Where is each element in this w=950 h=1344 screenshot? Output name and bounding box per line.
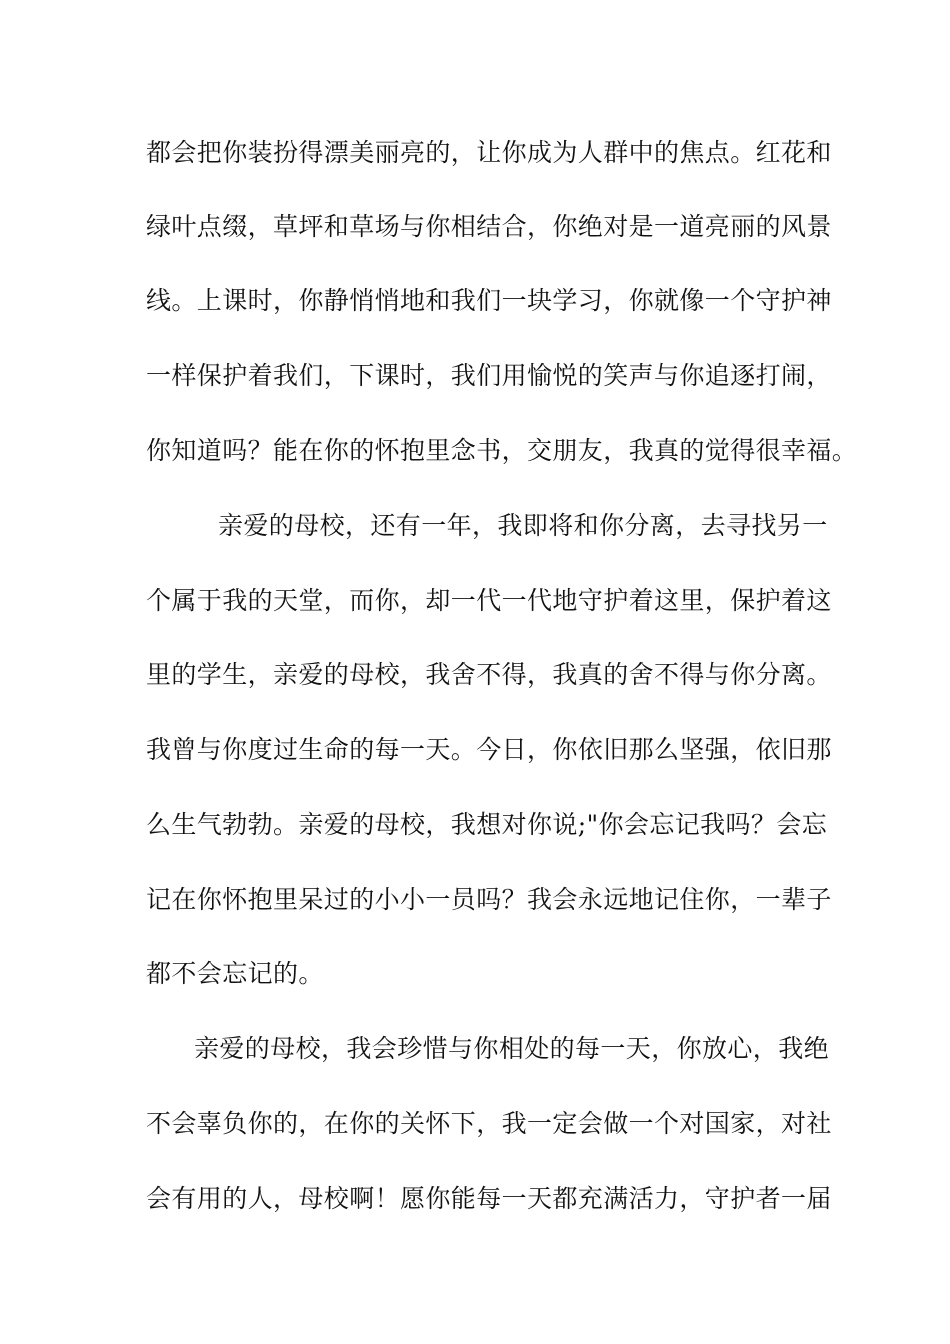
text-line: 亲爱的母校，还有一年，我即将和你分离，去寻找另一	[218, 511, 828, 540]
text-line: 亲爱的母校，我会珍惜与你相处的每一天，你放心，我绝	[194, 1034, 830, 1063]
text-line: 绿叶点缀，草坪和草场与你相结合，你绝对是一道亮丽的风景	[146, 212, 832, 241]
text-line: 都会把你装扮得漂美丽亮的，让你成为人群中的焦点。红花和	[146, 138, 832, 167]
text-line: 都不会忘记的。	[146, 959, 324, 988]
text-line: 里的学生，亲爱的母校，我舍不得，我真的舍不得与你分离。	[146, 660, 832, 689]
text-line: 个属于我的天堂，而你，却一代一代地守护着这里，保护着这	[146, 586, 832, 615]
text-line: 不会辜负你的，在你的关怀下，我一定会做一个对国家，对社	[146, 1109, 832, 1138]
text-line: 一样保护着我们，下课时，我们用愉悦的笑声与你追逐打闹，	[146, 361, 832, 390]
text-line: 会有用的人，母校啊！愿你能每一天都充满活力，守护者一届	[146, 1184, 832, 1213]
text-line: 记在你怀抱里呆过的小小一员吗？我会永远地记住你，一辈子	[146, 885, 832, 914]
text-line: 么生气勃勃。亲爱的母校，我想对你说;"你会忘记我吗？会忘	[146, 810, 828, 839]
text-line: 我曾与你度过生命的每一天。今日，你依旧那么坚强，依旧那	[146, 735, 832, 764]
text-line: 你知道吗？能在你的怀抱里念书，交朋友，我真的觉得很幸福。	[146, 436, 858, 465]
text-line: 线。上课时，你静悄悄地和我们一块学习，你就像一个守护神	[146, 286, 832, 315]
